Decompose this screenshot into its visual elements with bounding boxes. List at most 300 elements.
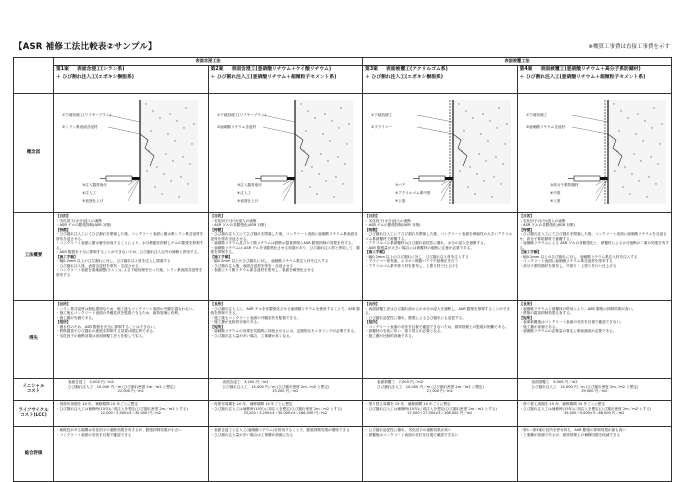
method-overview-line: ・ひび割れ注入工にてひび割れを閉塞した後、コンクリート表面に亜硝酸リチウムを含浸させ、高分子系防錆材で被覆する。 bbox=[519, 232, 667, 241]
lcc-line: ・再塗布周期を 10 年、補修期間 15 年ごとに想定 bbox=[56, 402, 138, 406]
aggregate-dot bbox=[469, 166, 470, 167]
aggregate-dot bbox=[324, 113, 325, 114]
cost-item-value: 10,000 円／m (ひび割れ密度 2m／m2 と想定) bbox=[405, 384, 484, 389]
method-overview-line: ・幅0.2mm 以上のひび割れに対し、ひび割れ注入材を注入し閉塞する bbox=[56, 259, 171, 263]
row-label-method: 工法概要 bbox=[14, 213, 54, 301]
aggregate-dot bbox=[480, 133, 481, 134]
method-title-line bbox=[520, 67, 670, 73]
lcc-line: ・ひび割れ注入工は補修時(15年)に再注入を想定(ひび割れ密度 2m／m2 とする) bbox=[56, 406, 188, 411]
aggregate-dot bbox=[478, 153, 479, 154]
aggregate-dot bbox=[642, 140, 643, 141]
aggregate-dot bbox=[346, 143, 347, 144]
lcc-line: ・ひび割れ注入工は補修時(15年)に再注入を想定(ひび割れ密度 2m／m2 とする) bbox=[519, 406, 652, 411]
feature-line: ・施工後もコンクリート表面の外観変状を監視できる。 bbox=[210, 315, 301, 320]
aggregate-dot bbox=[506, 123, 507, 124]
evaluation-line: ・第1～第3案の長所を併せ持ち、ASR 膨張の抑制効果が最も高い bbox=[519, 428, 626, 432]
aggregate-dot bbox=[318, 173, 319, 174]
aggregate-dot bbox=[496, 127, 497, 128]
aggregate-dot bbox=[659, 143, 660, 144]
method-overview-line: ・ASR ゲルの膨張抑制(ASR 対策) bbox=[56, 223, 112, 227]
group-surface-impregnation: 表面含浸工法 bbox=[54, 58, 363, 66]
method-subtitle: ＋ ひび割れ注入工(エポキシ樹脂系) bbox=[56, 74, 134, 80]
feature-line: ・被覆材の劣化に伴い、塗り替えが必要となる。 bbox=[365, 329, 445, 333]
aggregate-dot bbox=[348, 123, 349, 124]
method-overview-line: 【施工手順】 bbox=[56, 254, 78, 259]
aggregate-dot bbox=[183, 127, 184, 128]
method-overview-line: ・亜硝酸リチウムによる ASR ゲルの非膨張化と、被覆材による水分遮断の二重の効果を有する。 bbox=[519, 241, 670, 250]
row-label-features: 得失 bbox=[14, 301, 54, 379]
diagram-label: ⑤表面仕上げ bbox=[82, 199, 104, 203]
aggregate-dot bbox=[493, 176, 494, 177]
method-overview-line: 【特徴】 bbox=[365, 227, 380, 232]
diagram-label: ①下地処理工 bbox=[371, 113, 393, 117]
method-overview-line: ・コンクリート表面を素地調整(ケレン)による下地処理を行った後、シラン系表面含浸材を塗布する bbox=[56, 268, 203, 277]
concept-diagram bbox=[518, 94, 672, 212]
aggregate-dot bbox=[300, 103, 301, 104]
aggregate-dot bbox=[180, 176, 181, 177]
aggregate-dot bbox=[620, 110, 621, 111]
lcc-total: 22,000＋2,000×4＝30,000 円／m2 bbox=[100, 411, 161, 415]
aggregate-dot bbox=[629, 193, 630, 194]
aggregate-dot bbox=[661, 123, 662, 124]
comparison-table bbox=[13, 57, 672, 482]
method-overview-line: 【施工手順】 bbox=[210, 254, 233, 259]
method-number: 第1案 bbox=[56, 67, 69, 72]
cost-item-name: 表面被覆工 bbox=[531, 380, 554, 384]
feature-line: 【長所】 bbox=[56, 302, 71, 306]
method-overview-line: ・ASR ゲルの非膨張化(ASR 対策) bbox=[210, 223, 266, 227]
aggregate-dot bbox=[163, 173, 164, 174]
diagram-label: ②プライマー bbox=[371, 125, 393, 129]
concrete-body bbox=[608, 100, 666, 204]
aggregate-dot bbox=[482, 113, 483, 114]
feature-line: ・ひび割れ注入量が多い場合、工事費が高くなる。 bbox=[210, 333, 294, 338]
concept-diagram bbox=[363, 94, 517, 212]
method-overview-line: 【特徴】 bbox=[210, 227, 225, 232]
diagram-label: ⑤上塗 bbox=[395, 199, 406, 203]
aggregate-dot bbox=[340, 107, 341, 108]
method-header-2 bbox=[208, 66, 363, 94]
feature-line: ・撥水性のため、ASR 膨張を完全に抑制することはできない。 bbox=[56, 324, 158, 329]
aggregate-dot bbox=[655, 183, 656, 184]
page-title: 【ASR 補修工法比較表②サンプル】 bbox=[14, 42, 157, 52]
aggregate-dot bbox=[491, 196, 492, 197]
feature-line: ・亜硝酸リチウムの必要量の算定に事前調査が必要である。 bbox=[519, 329, 617, 333]
aggregate-dot bbox=[325, 180, 326, 181]
aggregate-dot bbox=[657, 163, 658, 164]
initial-cost-total: 39,000 円／m2 bbox=[581, 389, 608, 393]
leader-line bbox=[572, 115, 608, 122]
diagram-label: ③高分子系防錆材 bbox=[549, 183, 578, 187]
evaluation-3 bbox=[363, 427, 518, 482]
aggregate-dot bbox=[338, 127, 339, 128]
aggregate-dot bbox=[150, 130, 151, 131]
cost-item-value: 15,000 円／m (ひび割れ密度 2m／m2 と想定) bbox=[560, 384, 639, 389]
cost-item-value: 7,000 円／m2 bbox=[398, 380, 423, 384]
aggregate-dot bbox=[498, 107, 499, 108]
lcc-1 bbox=[54, 401, 209, 427]
aggregate-dot bbox=[187, 183, 188, 184]
aggregate-dot bbox=[640, 160, 641, 161]
aggregate-dot bbox=[650, 156, 651, 157]
method-overview-line: ・劣化因子(水分)浸入の遮断 bbox=[56, 218, 102, 223]
feature-line: ・シラン系含浸材は無色透明なため、施工後もコンクリート表面の外観を損なわない。 bbox=[56, 306, 196, 311]
leader-line bbox=[572, 127, 608, 134]
cost-item-value: 2,000 円／m2 bbox=[89, 380, 114, 384]
aggregate-dot bbox=[314, 117, 315, 118]
initial-cost-3 bbox=[363, 379, 518, 401]
diagram-label: ④注入工 bbox=[236, 191, 251, 195]
aggregate-dot bbox=[176, 120, 177, 121]
method-overview-line: ・亜硝酸リチウム及びケイ酸リチウムは鉄筋の腐食抑制とASR 膨張抑制の効果を有する。 bbox=[210, 241, 355, 245]
evaluation-4 bbox=[517, 427, 672, 482]
aggregate-dot bbox=[467, 186, 468, 187]
method-overview-line: 【特徴】 bbox=[56, 227, 71, 232]
aggregate-dot bbox=[145, 103, 146, 104]
aggregate-dot bbox=[458, 103, 459, 104]
feature-line: ・劣化因子の遮断効果は表面被覆工法と比較して劣る。 bbox=[56, 333, 146, 338]
aggregate-dot bbox=[627, 117, 628, 118]
aggregate-dot bbox=[483, 180, 484, 181]
cost-item-name: ひび割れ注入工 bbox=[222, 384, 252, 389]
aggregate-dot bbox=[487, 140, 488, 141]
leader-line bbox=[417, 127, 453, 134]
initial-cost-total: 33,200 円／m2 bbox=[272, 389, 299, 393]
aggregate-dot bbox=[342, 183, 343, 184]
method-overview-line: ・ASR 膨張を十分に抑制することができないため、ひび割れ注入以外の補修と併用する。 bbox=[56, 250, 201, 254]
method-overview-1 bbox=[54, 213, 209, 301]
method-features-3 bbox=[363, 301, 518, 379]
initial-cost-1 bbox=[54, 379, 209, 401]
injector-body bbox=[261, 176, 287, 181]
method-overview-line: ・ASR 膨張量が大きい場合には被覆材の破断に注意が必要である。 bbox=[365, 245, 475, 250]
method-overview-3 bbox=[363, 213, 518, 301]
method-overview-line: 【特徴】 bbox=[519, 227, 534, 232]
method-header-3 bbox=[363, 66, 518, 94]
method-overview-line: ・劣化因子(水分)浸入の遮断 bbox=[365, 218, 411, 223]
concrete-body bbox=[295, 100, 353, 204]
method-overview-line: ・ひび割れ注入工にてひび割れを閉塞した後、コンクリート表面を伸縮性の大きいアクリルゴム系被覆材で被覆する。 bbox=[365, 232, 513, 241]
feature-line: ・コンクリート表面の変状を目視で確認できないため、維持管理上の監視が困難である。 bbox=[365, 324, 509, 329]
method-diagram-4 bbox=[517, 94, 672, 213]
aggregate-dot bbox=[311, 166, 312, 167]
aggregate-dot bbox=[646, 196, 647, 197]
method-overview-2 bbox=[208, 213, 363, 301]
diagram-label: ⑤表面仕上げ bbox=[236, 199, 258, 203]
aggregate-dot bbox=[322, 133, 323, 134]
aggregate-dot bbox=[333, 196, 334, 197]
aggregate-dot bbox=[474, 193, 475, 194]
aggregate-dot bbox=[146, 170, 147, 171]
aggregate-dot bbox=[159, 117, 160, 118]
feature-line: ・鉄筋腐食やひび割れの進展を抑制する効果は限定的である。 bbox=[56, 329, 157, 333]
method-overview-line: ・幅0.2mm 以上のひび割れに対し、亜硝酸リチウム系注入材を注入する bbox=[210, 259, 329, 263]
feature-line: ・表面被覆後はコンクリート表面の変状を目視で確認できない。 bbox=[519, 320, 624, 324]
cost-item-name: ひび割れ注入工 bbox=[68, 384, 97, 389]
cost-item-value: 3,200 円／m2 bbox=[244, 380, 269, 384]
aggregate-dot bbox=[331, 120, 332, 121]
aggregate-dot bbox=[165, 153, 166, 154]
concrete-body bbox=[140, 100, 198, 204]
feature-line: ・施工後もコンクリート表面の外観変状を監視できるため、維持管理に有利。 bbox=[56, 311, 182, 315]
feature-line: ・亜硝酸リチウムの効果を長期的に持続させるには、定期的なモニタリングが必要である。 bbox=[210, 329, 358, 333]
feature-line: 【長所】 bbox=[210, 302, 225, 306]
feature-line: 【短所】 bbox=[365, 320, 380, 324]
aggregate-dot bbox=[644, 120, 645, 121]
lcc-line: ・ひび割れ注入工は補修時(15年)に再注入を想定(ひび割れ密度 2m／m2 とする) bbox=[365, 406, 497, 411]
feature-line: ・ひび割れ注入工に、ASR ゲルを非膨張化させる亜硝酸リチウムを使用することで、ASR 膨張を抑制できる。 bbox=[210, 306, 360, 315]
feature-line: 【短所】 bbox=[519, 315, 534, 320]
method-diagram-1 bbox=[54, 94, 209, 213]
method-features-2 bbox=[208, 301, 363, 379]
method-overview-line: ・コンクリート表面に亜硝酸リチウム系含浸材を塗布する bbox=[519, 259, 613, 263]
cost-item-name: 表面含浸工 bbox=[222, 380, 245, 384]
lcc-line: ・ひび割れ注入工は補修時(15年)に再注入を想定(ひび割れ密度 2m／m2 とする) bbox=[210, 406, 343, 411]
cost-item-name: 表面被覆工 bbox=[377, 380, 399, 384]
method-name: 表面被覆工(アクリルゴム系) bbox=[385, 67, 448, 72]
method-overview-line: ・アクリルゴム系中塗り材を塗布し、上塗り材で仕上げる bbox=[365, 263, 459, 268]
diagram-label: ①下地処理工(ワイヤーブラシ) bbox=[62, 113, 111, 117]
method-overview-line: ・ひび割れ注入後、表面含浸材を塗布・含浸させる bbox=[210, 263, 294, 268]
method-name: 表面被覆工(亜硝酸リチウム＋高分子系防錆材) bbox=[540, 67, 641, 72]
diagram-label: ①下地処理工 bbox=[525, 113, 547, 117]
feature-line: ・施工費が安価である。 bbox=[56, 315, 96, 320]
aggregate-dot bbox=[305, 130, 306, 131]
aggregate-dot bbox=[622, 186, 623, 187]
aggregate-dot bbox=[154, 186, 155, 187]
leader-line bbox=[108, 115, 140, 122]
diagram-label: ⑤上塗 bbox=[549, 199, 560, 203]
aggregate-dot bbox=[631, 173, 632, 174]
diagram-label: ④アクリルゴム系中塗 bbox=[395, 191, 431, 195]
method-diagram-3 bbox=[363, 94, 518, 213]
initial-cost-total: 27,000 円／m2 bbox=[426, 389, 453, 393]
concept-diagram bbox=[209, 94, 363, 212]
method-overview-line: 【施工手順】 bbox=[365, 250, 387, 254]
method-header-1 bbox=[54, 66, 209, 94]
aggregate-dot bbox=[504, 143, 505, 144]
aggregate-dot bbox=[178, 196, 179, 197]
method-overview-line: ・劣化因子(水分)浸入の遮断 bbox=[210, 218, 257, 223]
method-number: 第3案 bbox=[365, 67, 378, 72]
aggregate-dot bbox=[182, 156, 183, 157]
aggregate-dot bbox=[653, 107, 654, 108]
method-name: 表面含浸工(シラン系) bbox=[76, 67, 125, 72]
aggregate-dot bbox=[463, 130, 464, 131]
feature-line: 【長所】 bbox=[519, 302, 534, 306]
method-overview-line: ・ひび割れ注入後、表面含浸材を塗布・含浸させる bbox=[56, 263, 139, 268]
initial-cost-2 bbox=[208, 379, 363, 401]
injector-body bbox=[106, 176, 132, 181]
method-overview-line: 【目的】 bbox=[519, 214, 534, 218]
aggregate-dot bbox=[614, 170, 615, 171]
group-surface-coating: 表面被覆工法 bbox=[363, 58, 672, 66]
aggregate-dot bbox=[472, 117, 473, 118]
aggregate-dot bbox=[191, 143, 192, 144]
row-label-lcc: ライフサイクル コスト(LCC) bbox=[14, 401, 54, 427]
diagram-label: ②亜硝酸リチウム含浸材 bbox=[216, 125, 256, 129]
aggregate-dot bbox=[301, 170, 302, 171]
diagram-label: ②亜硝酸リチウム含浸材 bbox=[525, 125, 565, 129]
evaluation-line: ・ひび割れ注入量が多い場合は工事費が高価になる bbox=[210, 432, 294, 437]
leader-line bbox=[108, 127, 140, 134]
diagram-label: ③注入器具取付 bbox=[82, 183, 107, 187]
diagram-label: ③パテ bbox=[395, 183, 406, 187]
method-subtitle: ＋ ひび割れ注入工(エポキシ樹脂系) bbox=[365, 74, 443, 80]
method-features-1 bbox=[54, 301, 209, 379]
corner-cell bbox=[14, 58, 54, 94]
concrete-body bbox=[453, 100, 511, 204]
aggregate-dot bbox=[161, 193, 162, 194]
feature-line: ・表面被覆工法はひび割れ部からの水分の浸入を遮断し、ASR 膨張を抑制することができる。 bbox=[365, 306, 510, 315]
diagram-label: ④中塗 bbox=[549, 191, 560, 195]
aggregate-dot bbox=[156, 166, 157, 167]
aggregate-dot bbox=[172, 160, 173, 161]
leader-line bbox=[263, 115, 295, 122]
lcc-total: 39,000＋9,000×3＝66,000 円／m2 bbox=[564, 411, 625, 415]
aggregate-dot bbox=[648, 176, 649, 177]
aggregate-dot bbox=[485, 160, 486, 161]
row-label-evaluation: 総合評価 bbox=[14, 427, 54, 482]
feature-line: ・鉄筋の腐食抑制効果も有する。 bbox=[519, 311, 574, 315]
method-number: 第4案 bbox=[519, 67, 533, 72]
method-overview-line: ・表面にケイ酸リチウム系含浸材を塗布し、表面を緻密化させる bbox=[210, 268, 315, 272]
lcc-total: 27,000＋27,000×3＝108,000 円／m2 bbox=[407, 411, 473, 415]
cost-item-value: 15,000 円／m (ひび割れ密度 2m／m2 と想定) bbox=[251, 384, 330, 389]
aggregate-dot bbox=[316, 193, 317, 194]
method-features-4 bbox=[517, 301, 672, 379]
method-overview-line: ・劣化因子(水分)浸入の遮断 bbox=[519, 218, 566, 223]
evaluation-2 bbox=[208, 427, 363, 482]
cost-item-value: 9,000 円／m2 bbox=[553, 380, 578, 384]
leader-line bbox=[417, 115, 453, 122]
aggregate-dot bbox=[633, 153, 634, 154]
feature-line: ・施工費が比較的安価である。 bbox=[210, 320, 261, 324]
leader-line bbox=[263, 127, 295, 134]
aggregate-dot bbox=[189, 163, 190, 164]
method-overview-line: 【目的】 bbox=[210, 214, 225, 218]
method-overview-line: ・コンクリート表面に撥水層を形成することにより、水分移動を抑制しゲルの膨張を抑制する。 bbox=[56, 241, 204, 250]
method-overview-line: ・亜硝酸リチウムは ASR ゲルを非膨張化させる効果があり、ひび割れ注入材と併用して、膨張を抑制する。 bbox=[210, 245, 360, 254]
feature-line: 【短所】 bbox=[210, 324, 225, 329]
aggregate-dot bbox=[307, 110, 308, 111]
method-overview-line: ・アクリルゴム系被覆材はひび割れ追従性に優れ、水分の浸入を遮断する。 bbox=[365, 241, 488, 245]
cost-item-value: 10,000 円／m (ひび割れ密度 2m／m2 と想定) bbox=[96, 384, 175, 389]
method-diagram-2 bbox=[208, 94, 363, 213]
aggregate-dot bbox=[500, 183, 501, 184]
feature-line: ・亜硝酸リチウムと被覆材の併用により、ASR 膨張の抑制効果が高い。 bbox=[519, 306, 636, 311]
diagram-label: ③注入器具取付 bbox=[236, 183, 262, 187]
feature-line: ・施工費が比較的高価である。 bbox=[365, 333, 416, 338]
method-title-line bbox=[211, 67, 361, 73]
method-subtitle: ＋ ひび割れ注入工(亜硝酸リチウム＋超微粒子セメント系) bbox=[519, 74, 646, 80]
evaluation-line: ・工事費が高価であるが、維持管理上の補修回数を低減できる bbox=[519, 432, 621, 437]
method-overview-line: 【施工手順】 bbox=[519, 250, 542, 254]
lcc-line: ・塗り替え周期を 15 年、補修期間 15 年ごとに想定 bbox=[519, 402, 606, 406]
lcc-4 bbox=[517, 401, 672, 427]
aggregate-dot bbox=[152, 110, 153, 111]
lcc-line: ・塗り替え周期を 15 年、補修期間 15 年ごとに想定 bbox=[365, 402, 451, 406]
cost-note: ※概算工事費は直接工事費を示す bbox=[588, 44, 670, 50]
aggregate-dot bbox=[476, 173, 477, 174]
aggregate-dot bbox=[193, 123, 194, 124]
aggregate-dot bbox=[170, 180, 171, 181]
injector-body bbox=[419, 176, 445, 181]
method-title-line bbox=[56, 67, 206, 73]
cost-item-name: ひび割れ注入工 bbox=[531, 384, 561, 389]
aggregate-dot bbox=[185, 107, 186, 108]
aggregate-dot bbox=[637, 113, 638, 114]
method-overview-line: 【目的】 bbox=[365, 214, 380, 218]
method-overview-line: ・ひび割れ注入工にてひび割れを閉塞した後、コンクリート表面に撥水系シラン系含浸材を塗布含浸させる。 bbox=[56, 232, 204, 241]
aggregate-dot bbox=[329, 140, 330, 141]
method-overview-line: ・幅0.2mm 以上のひび割れに対し、亜硝酸リチウム系注入材を注入する bbox=[519, 254, 638, 259]
aggregate-dot bbox=[624, 166, 625, 167]
aggregate-dot bbox=[174, 140, 175, 141]
feature-line: ・施工費が高価である。 bbox=[519, 324, 560, 329]
method-overview-line: ・ASR ゲルの非膨張化(ASR 対策) bbox=[519, 223, 575, 227]
aggregate-dot bbox=[459, 170, 460, 171]
aggregate-dot bbox=[618, 130, 619, 131]
aggregate-dot bbox=[344, 163, 345, 164]
row-label-initial-cost: イニシャル コスト bbox=[14, 379, 54, 401]
method-number: 第2案 bbox=[210, 67, 224, 72]
method-overview-line: ・プライマー塗布後、エポキシ樹脂パテで不陸修正を行う bbox=[365, 259, 459, 263]
aggregate-dot bbox=[309, 186, 310, 187]
method-overview-4 bbox=[517, 213, 672, 301]
evaluation-line: ・被覆後はコンクリート表面の変状を目視で確認できない bbox=[365, 432, 459, 437]
aggregate-dot bbox=[502, 163, 503, 164]
lcc-2 bbox=[208, 401, 363, 427]
method-overview-line: ・高分子系防錆材を塗布し、中塗り・上塗りを行い仕上げる bbox=[519, 263, 617, 268]
evaluation-line: ・ひび割れ追従性に優れ、劣化因子の遮断効果が高い bbox=[365, 428, 452, 432]
evaluation-line: ・表面含浸工と注入工(亜硝酸リチウム)を併用することで、膨張抑制効果が期待できる bbox=[210, 428, 350, 432]
aggregate-dot bbox=[335, 176, 336, 177]
feature-line: ・ひび割れ追従性に優れ、膨張によるひび割れにも追従する。 bbox=[365, 315, 466, 320]
initial-cost-4 bbox=[517, 379, 672, 401]
aggregate-dot bbox=[638, 180, 639, 181]
feature-line: 【短所】 bbox=[56, 320, 71, 324]
cost-item-name: 表面含浸工 bbox=[68, 380, 90, 384]
initial-cost-total: 22,000 円／m2 bbox=[117, 389, 144, 393]
lcc-line: ・再塗布周期を 10 年、補修期間 15 年ごとに想定 bbox=[210, 402, 293, 406]
lcc-total: 33,200＋3,200×4＋30,000×4＝166,000 円／m2 bbox=[243, 411, 328, 415]
lcc-3 bbox=[363, 401, 518, 427]
aggregate-dot bbox=[651, 127, 652, 128]
aggregate-dot bbox=[167, 133, 168, 134]
diagram-label: ④注入工 bbox=[82, 191, 97, 195]
method-overview-line: 【目的】 bbox=[56, 214, 71, 218]
method-header-4 bbox=[517, 66, 672, 94]
aggregate-dot bbox=[320, 153, 321, 154]
method-overview-line: ・ひび割れ注入工にてひび割れを閉塞した後、コンクリート表面に亜硝酸リチウム系表面含浸材を塗布含浸させる。 bbox=[210, 232, 358, 241]
method-title-line bbox=[365, 67, 515, 73]
aggregate-dot bbox=[337, 156, 338, 157]
method-name: 表面含浸工(亜硝酸リチウム＋ケイ酸リチウム) bbox=[231, 67, 332, 72]
aggregate-dot bbox=[613, 103, 614, 104]
evaluation-line: ・コンクリート表面の変状を目視で確認できる bbox=[56, 432, 132, 437]
method-subtitle: ＋ ひび割れ注入工(亜硝酸リチウム＋超微粒子セメント系) bbox=[210, 74, 337, 80]
evaluation-line: ・耐候性がある期間は劣化因子の遮断効果を有するが、膨張抑制効果が小さい bbox=[56, 428, 182, 432]
aggregate-dot bbox=[169, 113, 170, 114]
feature-line: 【長所】 bbox=[365, 302, 380, 306]
aggregate-dot bbox=[489, 120, 490, 121]
diagram-label: ①下地処理工(ワイヤーブラシ) bbox=[216, 113, 266, 117]
aggregate-dot bbox=[495, 156, 496, 157]
row-label-overview: 概念図 bbox=[14, 94, 54, 213]
method-overview-line: ・ASR ゲルの膨張抑制(ASR 対策) bbox=[365, 223, 421, 227]
aggregate-dot bbox=[327, 160, 328, 161]
